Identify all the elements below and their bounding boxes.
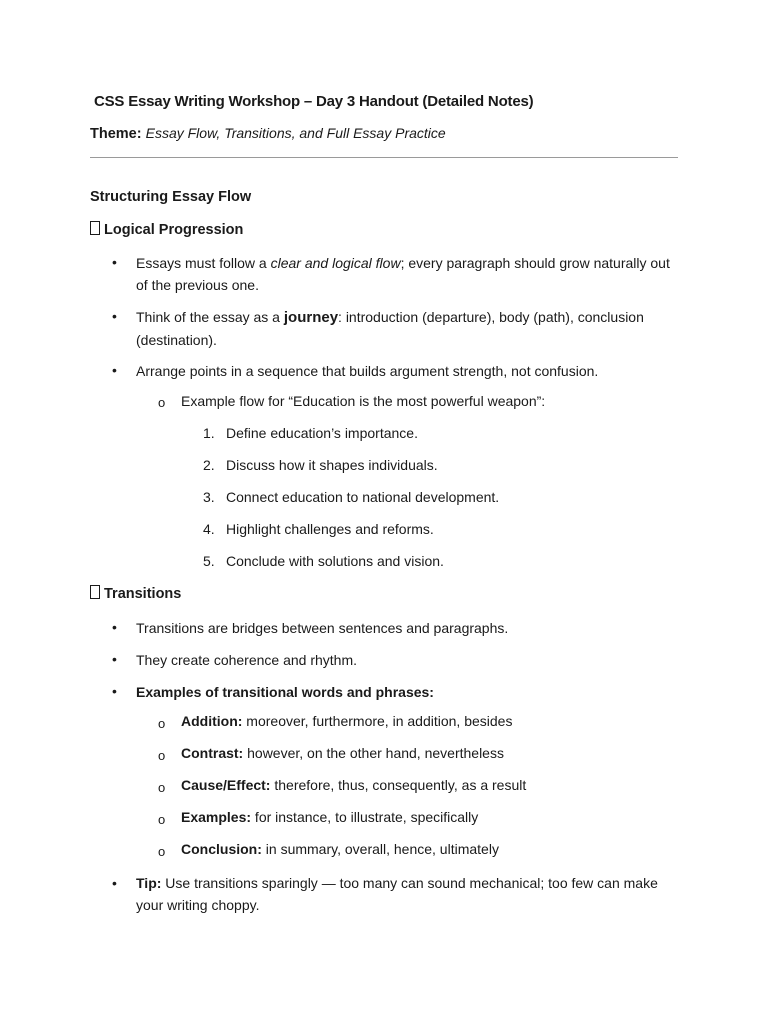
- step-text: Conclude with solutions and vision.: [226, 553, 444, 569]
- step-text: Highlight challenges and reforms.: [226, 521, 434, 537]
- text-segment: : introduction (departure), body (path), conclusion (destination).: [136, 309, 644, 348]
- example-label: Addition:: [181, 713, 243, 729]
- transition-example: [181, 841, 499, 857]
- example-text: therefore, thus, consequently, as a result: [270, 777, 527, 793]
- list-item: Arrange points in a sequence that builds argument strength, not confusion.: [136, 363, 599, 379]
- text-segment: Think of the essay as a: [136, 309, 284, 325]
- step-number: 3.: [203, 489, 215, 505]
- logical-progression-heading: [90, 221, 243, 238]
- step-number: 4.: [203, 521, 215, 537]
- sub-bullet-marker: o: [158, 748, 166, 763]
- logical-progression-label: Logical Progression: [104, 222, 244, 238]
- emphasis-text: clear and logical flow: [270, 255, 401, 271]
- theme-label: Theme:: [90, 126, 142, 142]
- step-number: 5.: [203, 553, 215, 569]
- transitions-heading: [90, 585, 181, 602]
- example-label: Cause/Effect:: [181, 777, 271, 793]
- example-label: Conclusion:: [181, 841, 262, 857]
- tip-label: Tip:: [136, 875, 162, 891]
- transition-example: [181, 777, 526, 793]
- list-item: [136, 306, 684, 351]
- sub-bullet-marker: o: [158, 780, 166, 795]
- missing-glyph-icon: [90, 221, 100, 235]
- list-item: They create coherence and rhythm.: [136, 652, 358, 668]
- bullet-icon: [112, 308, 117, 324]
- bullet-icon: [112, 683, 117, 699]
- transition-example: [181, 745, 504, 761]
- text-segment: ; every paragraph should grow naturally out of the previous one.: [136, 255, 670, 293]
- sub-bullet-marker: o: [158, 812, 166, 827]
- step-text: Connect education to national development.: [226, 489, 500, 505]
- theme-line: [90, 125, 446, 142]
- transition-example: [181, 713, 512, 729]
- list-item: Transitions are bridges between sentences and paragraphs.: [136, 620, 509, 636]
- document-title: CSS Essay Writing Workshop – Day 3 Handout (Detailed Notes): [94, 93, 534, 110]
- missing-glyph-icon: [90, 585, 100, 599]
- list-item: [136, 252, 684, 296]
- example-intro: Example flow for “Education is the most powerful weapon”:: [181, 393, 546, 409]
- example-text: in summary, overall, hence, ultimately: [261, 841, 499, 857]
- bullet-icon: [112, 254, 117, 270]
- sub-bullet-marker: o: [158, 395, 166, 410]
- example-label: Examples:: [181, 809, 252, 825]
- sub-bullet-marker: o: [158, 844, 166, 859]
- bullet-icon: [112, 619, 117, 635]
- section-heading: Structuring Essay Flow: [90, 189, 252, 205]
- step-text: Discuss how it shapes individuals.: [226, 457, 438, 473]
- horizontal-divider: [90, 157, 678, 158]
- example-label: Contrast:: [181, 745, 244, 761]
- tip-text: Use transitions sparingly — too many can sound mechanical; too few can make your writing choppy.: [136, 875, 658, 913]
- transitions-label: Transitions: [104, 586, 182, 602]
- step-text: Define education’s importance.: [226, 425, 418, 441]
- list-item: Examples of transitional words and phrases:: [136, 684, 434, 700]
- sub-bullet-marker: o: [158, 716, 166, 731]
- example-text: moreover, furthermore, in addition, besides: [242, 713, 513, 729]
- step-number: 2.: [203, 457, 215, 473]
- transition-example: [181, 809, 478, 825]
- bullet-icon: [112, 875, 117, 891]
- theme-value: Essay Flow, Transitions, and Full Essay Practice: [145, 125, 446, 141]
- bullet-icon: [112, 362, 117, 378]
- strong-text: journey: [283, 309, 339, 326]
- example-text: for instance, to illustrate, specifically: [251, 809, 479, 825]
- tip-item: [136, 872, 684, 916]
- text-segment: Essays must follow a: [136, 255, 271, 271]
- bullet-icon: [112, 651, 117, 667]
- step-number: 1.: [203, 425, 215, 441]
- example-text: however, on the other hand, nevertheless: [243, 745, 504, 761]
